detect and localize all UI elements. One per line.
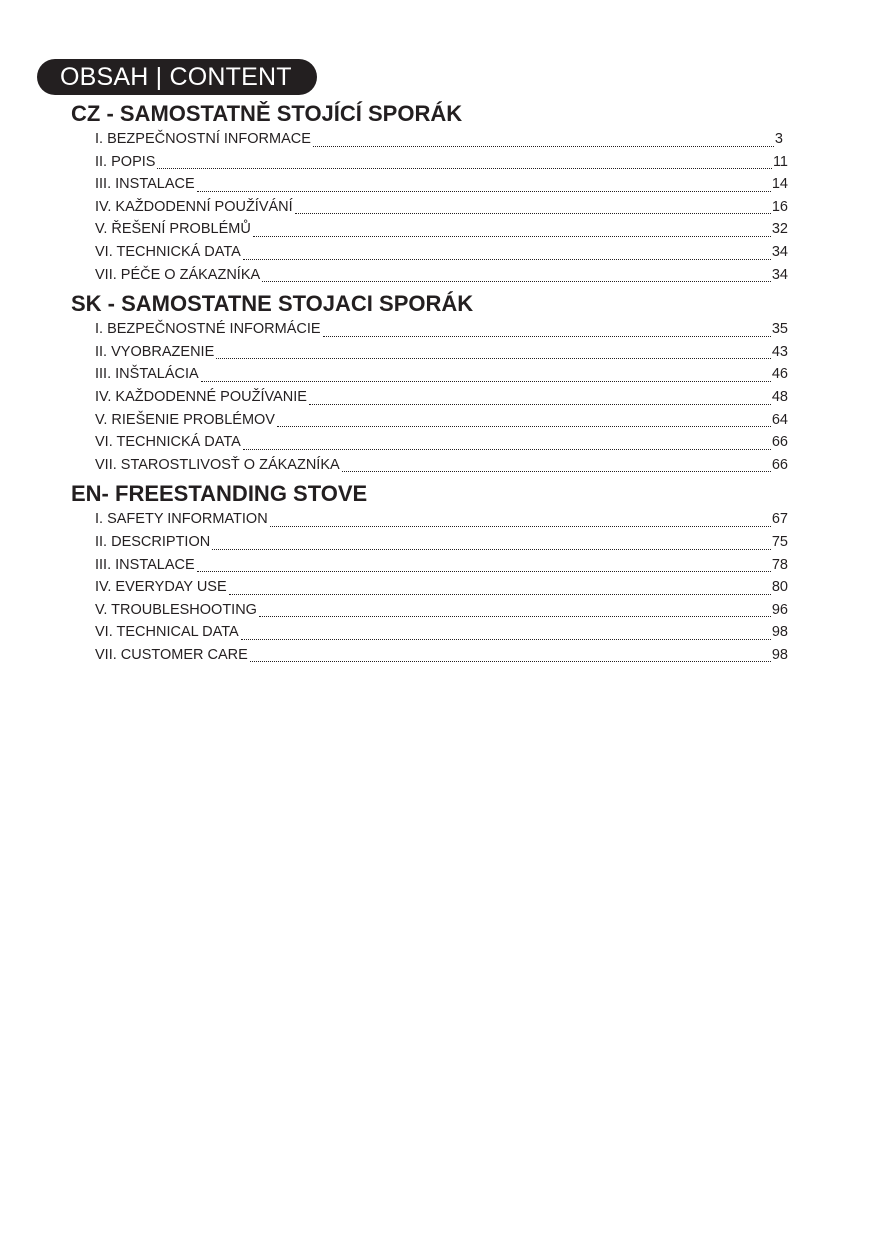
toc-entry-label: III. INŠTALÁCIA: [95, 366, 199, 383]
dot-leader: [241, 639, 771, 640]
toc-entry-page: 98: [771, 624, 788, 641]
toc-entry-page: 34: [771, 243, 788, 260]
toc-entry-label: VII. CUSTOMER CARE: [95, 646, 248, 663]
toc-entry-page: 14: [771, 176, 788, 193]
toc-entry-page: 32: [771, 221, 788, 238]
dot-leader: [229, 594, 771, 595]
toc-entry-page: 11: [772, 153, 788, 170]
contents-banner: OBSAH | CONTENT: [37, 59, 317, 95]
toc-entry-label: VI. TECHNICKÁ DATA: [95, 243, 241, 260]
section-entries-sk: [0, 318, 874, 476]
section-title-cz: CZ - SAMOSTATNĚ STOJÍCÍ SPORÁK: [71, 101, 463, 126]
toc-entry-page: 75: [771, 533, 788, 550]
toc-entry-label: IV. KAŽDODENNÉ POUŽÍVANIE: [95, 388, 307, 405]
dot-leader: [277, 426, 771, 427]
toc-entry-label: V. RIEŠENIE PROBLÉMOV: [95, 411, 275, 428]
toc-entry-label: I. BEZPEČNOSTNÉ INFORMÁCIE: [95, 321, 321, 338]
dot-leader: [313, 146, 774, 147]
dot-leader: [309, 404, 771, 405]
section-entries-cz: [0, 128, 874, 286]
toc-entry[interactable]: [95, 218, 788, 241]
toc-entry-page: 96: [771, 601, 788, 618]
dot-leader: [250, 661, 771, 662]
toc-entry[interactable]: [95, 341, 788, 364]
toc-entry[interactable]: [95, 264, 788, 287]
toc-entry[interactable]: [95, 363, 788, 386]
toc-entry-label: III. INSTALACE: [95, 556, 195, 573]
dot-leader: [197, 191, 771, 192]
section-title-sk: SK - SAMOSTATNE STOJACI SPORÁK: [71, 291, 474, 317]
toc-entry-label: IV. EVERYDAY USE: [95, 579, 227, 596]
dot-leader: [342, 471, 771, 472]
toc-entry-page: 16: [771, 198, 788, 215]
dot-leader: [197, 571, 771, 572]
toc-entry[interactable]: [95, 576, 788, 599]
toc-entry-page: 67: [771, 511, 788, 528]
dot-leader: [243, 449, 771, 450]
toc-entry-label: VI. TECHNICKÁ DATA: [95, 434, 241, 451]
toc-entry[interactable]: [95, 386, 788, 409]
dot-leader: [262, 281, 771, 282]
toc-entry[interactable]: [95, 128, 788, 151]
dot-leader: [270, 526, 771, 527]
toc-entry[interactable]: [95, 196, 788, 219]
toc-entry[interactable]: [95, 173, 788, 196]
dot-leader: [216, 358, 771, 359]
toc-entry-page: 66: [771, 434, 788, 451]
toc-entry[interactable]: [95, 454, 788, 477]
toc-entry-label: I. SAFETY INFORMATION: [95, 511, 268, 528]
toc-entry[interactable]: [95, 151, 788, 174]
section-title-en: EN- FREESTANDING STOVE: [71, 481, 368, 507]
section-entries-en: [0, 508, 874, 666]
toc-entry[interactable]: [95, 554, 788, 577]
toc-entry-page: 3: [774, 131, 783, 147]
dot-leader: [323, 336, 771, 337]
toc-entry-label: II. DESCRIPTION: [95, 533, 211, 550]
toc-entry[interactable]: [95, 599, 788, 622]
toc-entry[interactable]: [95, 531, 788, 554]
toc-entry-label: VI. TECHNICAL DATA: [95, 624, 239, 641]
dot-leader: [243, 259, 771, 260]
dot-leader: [253, 236, 771, 237]
toc-entry[interactable]: [95, 621, 788, 644]
toc-entry[interactable]: [95, 241, 788, 264]
toc-entry[interactable]: [95, 318, 788, 341]
toc-entry-label: I. BEZPEČNOSTNÍ INFORMACE: [95, 131, 311, 147]
toc-entry-page: 78: [771, 556, 788, 573]
dot-leader: [157, 168, 772, 169]
toc-entry[interactable]: [95, 644, 788, 667]
toc-entry-label: II. POPIS: [95, 153, 156, 170]
dot-leader: [259, 616, 771, 617]
table-of-contents: [0, 100, 874, 670]
toc-entry-page: 43: [771, 343, 788, 360]
toc-entry-page: 35: [771, 321, 788, 338]
toc-entry-label: V. TROUBLESHOOTING: [95, 601, 257, 618]
toc-entry-page: 80: [771, 579, 788, 596]
toc-entry-label: VII. PÉČE O ZÁKAZNÍKA: [95, 266, 261, 283]
toc-entry-page: 46: [771, 366, 788, 383]
dot-leader: [201, 381, 771, 382]
toc-entry[interactable]: [95, 508, 788, 531]
toc-entry-page: 64: [771, 411, 788, 428]
toc-entry-label: IV. KAŽDODENNÍ POUŽÍVÁNÍ: [95, 198, 293, 215]
toc-entry[interactable]: [95, 431, 788, 454]
toc-entry-label: VII. STAROSTLIVOSŤ O ZÁKAZNÍKA: [95, 456, 340, 473]
toc-entry-page: 34: [771, 266, 788, 283]
toc-entry[interactable]: [95, 409, 788, 432]
toc-entry-page: 98: [771, 646, 788, 663]
toc-entry-label: III. INSTALACE: [95, 176, 195, 193]
toc-entry-label: II. VYOBRAZENIE: [95, 343, 215, 360]
toc-entry-page: 66: [771, 456, 788, 473]
dot-leader: [212, 549, 771, 550]
dot-leader: [295, 213, 771, 214]
toc-entry-page: 48: [771, 388, 788, 405]
toc-entry-label: V. ŘEŠENÍ PROBLÉMŮ: [95, 221, 251, 238]
